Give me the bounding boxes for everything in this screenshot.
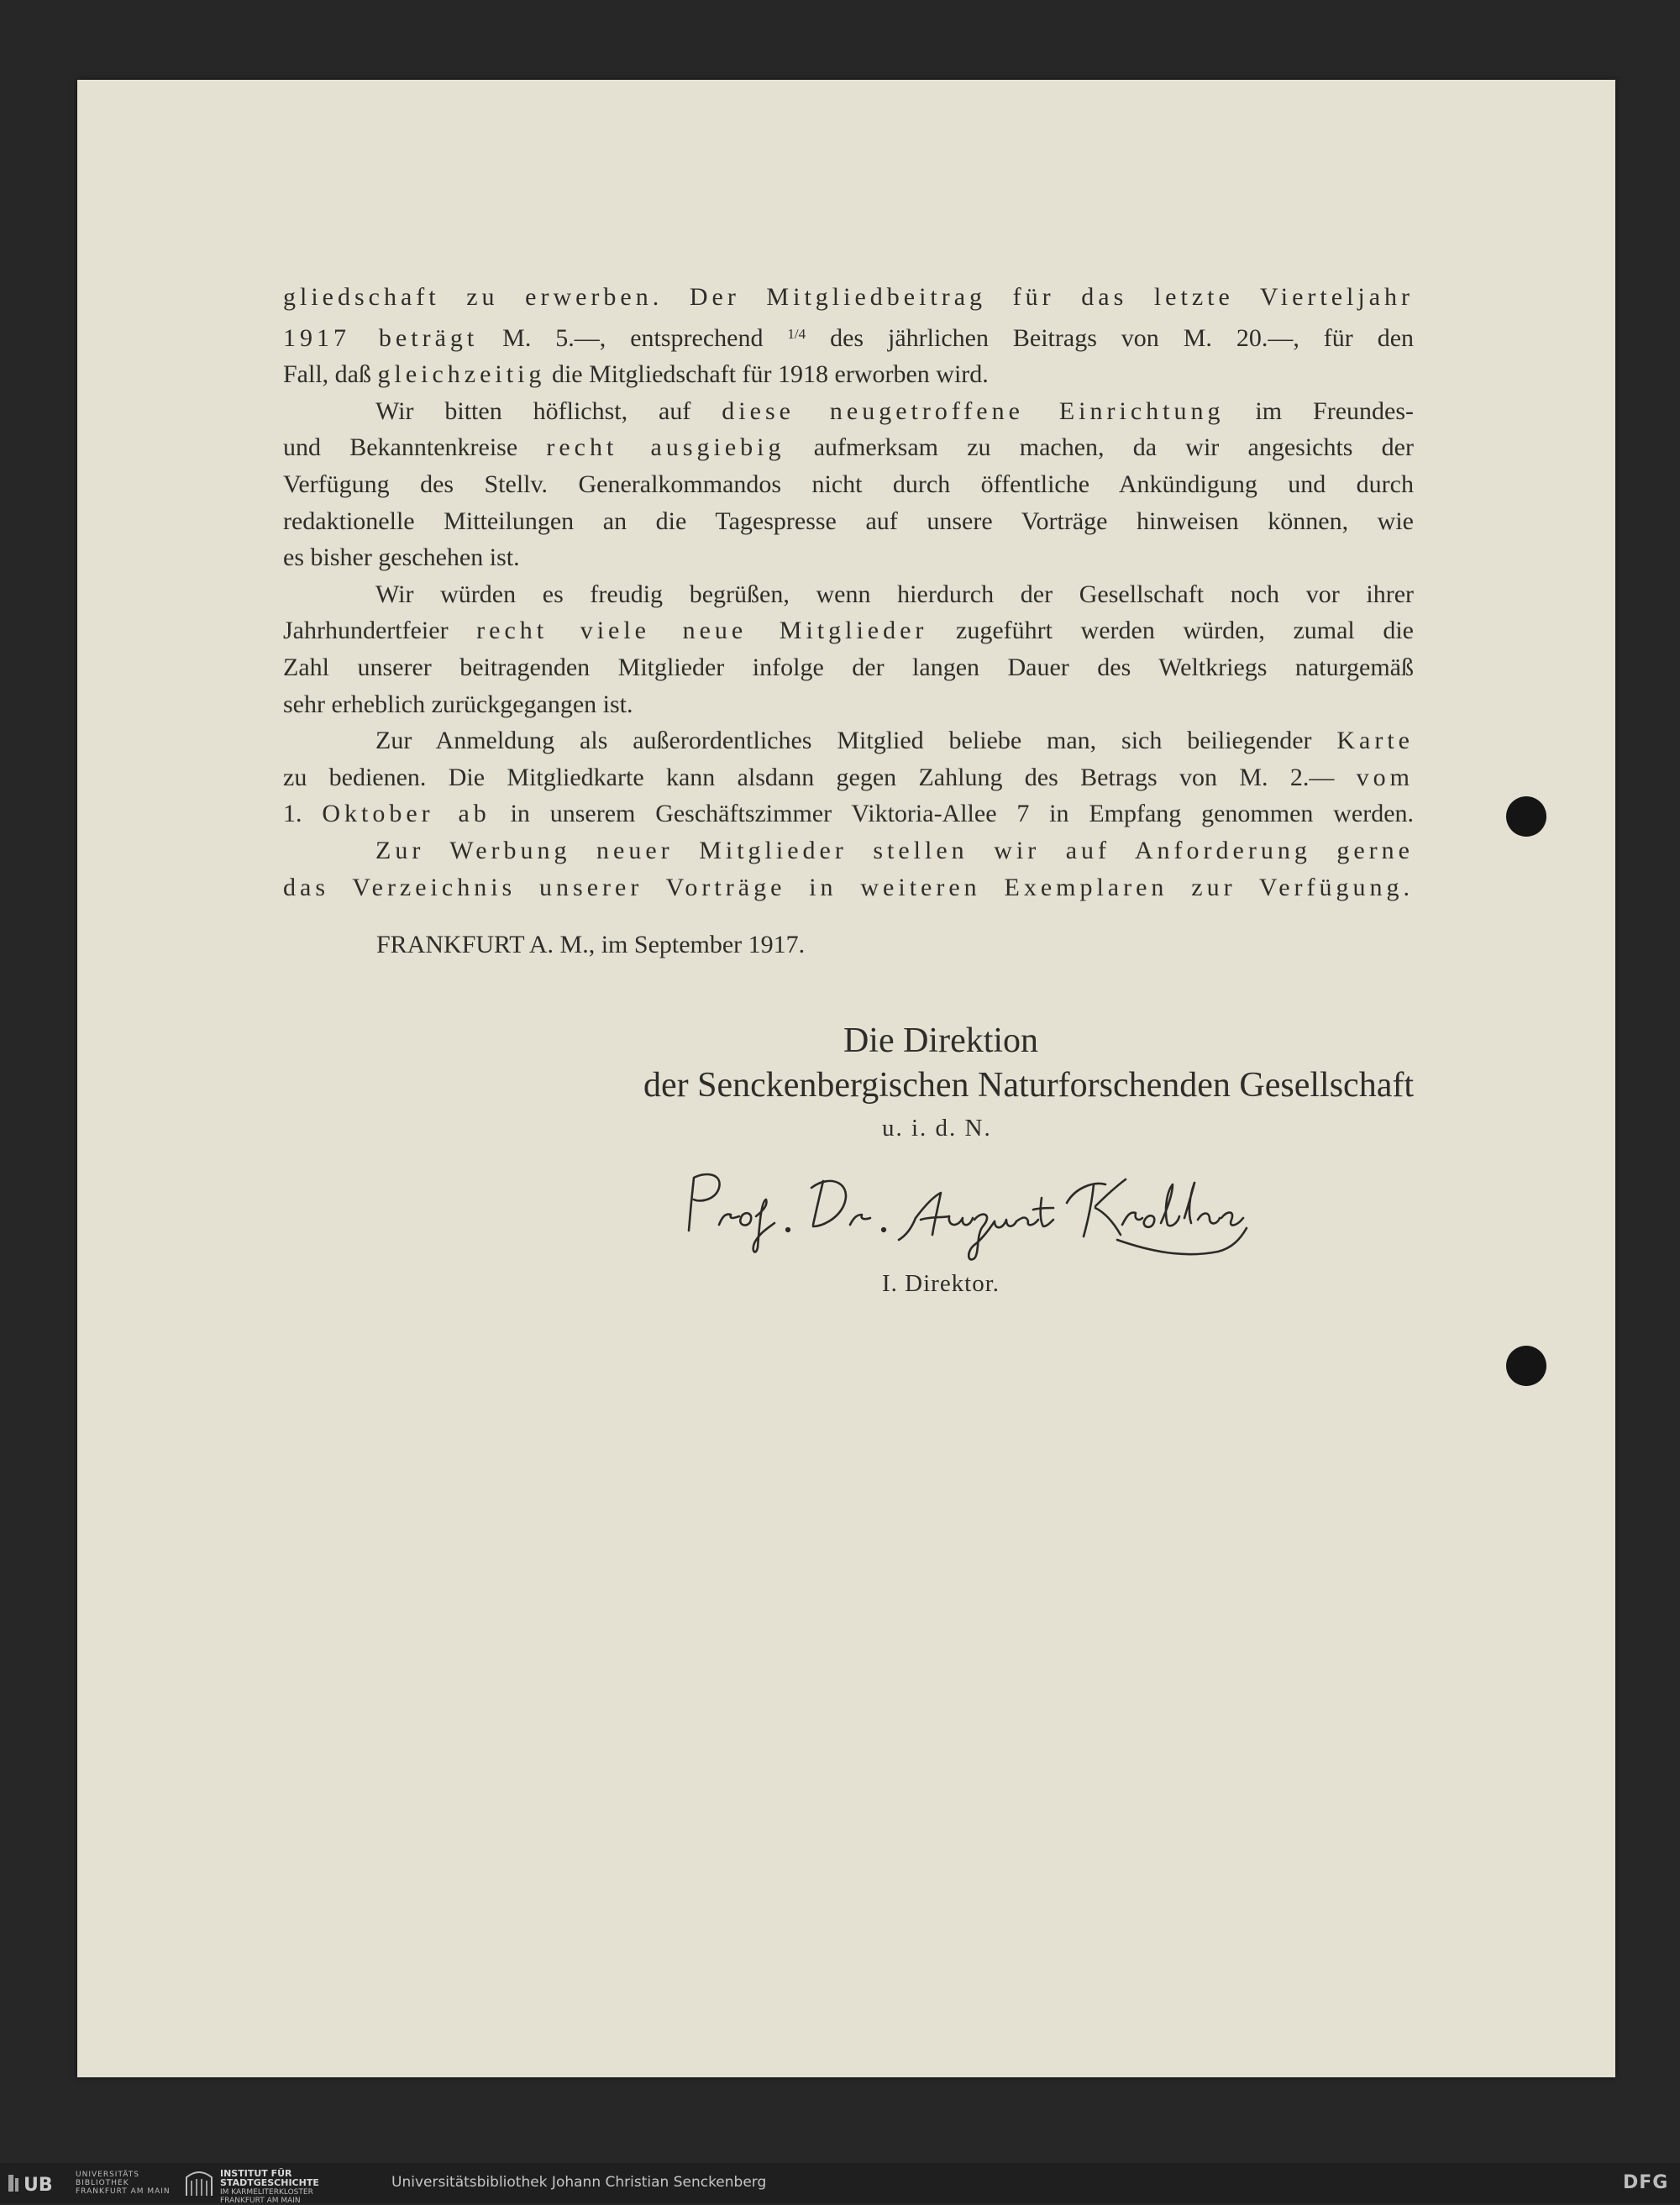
letter-line <box>283 649 1414 686</box>
body-text: die Mitgliedschaft für 1918 erworben wird. <box>545 360 989 389</box>
body-text: zu bedienen. Die Mitgliedkarte kann alsdann gegen Zahlung des Betrags von M. 2.— <box>283 763 1357 791</box>
body-text: es bisher geschehen ist. <box>283 543 520 572</box>
letter-line <box>283 869 1414 906</box>
signature-image <box>664 1159 1252 1268</box>
body-text: des jährlichen Beitrags von M. 20.—, für den <box>806 323 1415 352</box>
body-text: Wir würden es freudig begrüßen, wenn hierdurch der Gesellschaft noch vor ihrer <box>375 580 1414 608</box>
body-text: im Freundes- <box>1224 396 1414 425</box>
letter-line <box>283 795 1414 832</box>
body-text: zugeführt werden würden, zumal die <box>927 617 1414 645</box>
spaced-text: gleichzeitig <box>377 360 546 389</box>
letter-line <box>283 466 1414 503</box>
ub-line: BIBLIOTHEK <box>76 2179 129 2187</box>
ub-logo-icon <box>5 2170 72 2197</box>
institute-line: IM KARMELITERKLOSTER <box>220 2188 313 2197</box>
ub-line: UNIVERSITÄTS <box>76 2171 139 2179</box>
ub-mark: UB <box>24 2175 53 2196</box>
spaced-text: das Verzeichnis unserer Vorträge in weiteren Exemplaren zur Verfügung. <box>283 873 1414 901</box>
ub-label <box>76 2171 171 2196</box>
signer-title: I. Direktor. <box>882 1270 1000 1297</box>
body-text: Verfügung des Stellv. Generalkommandos nicht durch öffentliche Ankündigung und durch <box>283 470 1414 498</box>
body-text: in unserem Geschäftszimmer Viktoria-Allee 7 in Empfang genommen werden. <box>490 800 1415 828</box>
spaced-text: Oktober ab <box>322 800 491 828</box>
letter-line <box>283 832 1414 869</box>
letter-line <box>283 279 1414 316</box>
letter-line <box>283 429 1414 466</box>
institute-line: STADTGESCHICHTE <box>220 2177 319 2188</box>
body-text: Zahl unserer beitragenden Mitglieder infolge der langen Dauer des Weltkriegs naturgemäß <box>283 653 1414 681</box>
dfg-logo: DFG <box>1623 2172 1669 2193</box>
letter-body <box>283 279 1414 906</box>
punch-hole <box>1506 1346 1546 1386</box>
institute-line: INSTITUT FÜR <box>220 2168 292 2179</box>
spaced-text: Karte <box>1336 727 1414 755</box>
institute-label <box>220 2170 319 2205</box>
ub-line: FRANKFURT AM MAIN <box>76 2187 171 2196</box>
body-text: und Bekanntenkreise <box>283 433 547 462</box>
letter-line <box>283 539 1414 576</box>
letter-line <box>283 612 1414 649</box>
library-name: Universitätsbibliothek Johann Christian Senckenberg <box>391 2174 767 2191</box>
letter-line <box>283 356 1414 393</box>
society-name: der Senckenbergischen Naturforschenden Gesellschaft <box>643 1066 1414 1105</box>
letter-line <box>283 759 1414 796</box>
body-text: M. 5.—, entsprechend <box>478 323 788 352</box>
spaced-text: 1917 beträgt <box>283 323 479 352</box>
body-text: 1. <box>283 800 323 828</box>
spaced-text: Der Mitgliedbeitrag für das letzte Vierteljahr <box>663 283 1414 311</box>
spaced-text: recht ausgiebig <box>546 433 785 462</box>
dateline: FRANKFURT A. M., im September 1917. <box>376 931 806 958</box>
spaced-text: Zur Werbung neuer Mitglieder stellen wir auf Anforderung gerne <box>375 836 1414 864</box>
body-text: Zur Anmeldung als außerordentliches Mitglied beliebe man, sich beiliegender <box>375 727 1337 755</box>
spaced-text: recht viele neue Mitglieder <box>476 617 928 645</box>
body-text: Wir bitten höflichst, auf <box>375 396 722 425</box>
spaced-text: gliedschaft zu erwerben. <box>283 283 664 311</box>
spaced-text: vom <box>1356 763 1414 791</box>
letter-line <box>283 686 1414 723</box>
direction-heading: Die Direktion <box>843 1021 1039 1060</box>
body-text: redaktionelle Mitteilungen an die Tagespresse auf unsere Vorträge hinweisen können, wie <box>283 507 1414 535</box>
body-text: aufmerksam zu machen, da wir angesichts der <box>785 433 1414 462</box>
letter-line <box>283 722 1414 759</box>
letter-line <box>283 503 1414 540</box>
body-text: sehr erheblich zurückgegangen ist. <box>283 690 633 718</box>
spaced-text: diese neugetroffene Einrichtung <box>722 396 1225 425</box>
letter-line <box>283 316 1414 357</box>
body-text: Fall, daß <box>283 360 378 389</box>
letter-line <box>283 576 1414 613</box>
letter-line <box>283 393 1414 430</box>
fraction-text: 1/4 <box>787 325 806 342</box>
institute-logo-icon <box>183 2169 215 2197</box>
on-behalf-note: u. i. d. N. <box>882 1115 992 1142</box>
punch-hole <box>1506 796 1546 837</box>
institute-line: FRANKFURT AM MAIN <box>220 2197 301 2205</box>
body-text: Jahrhundertfeier <box>283 617 477 645</box>
